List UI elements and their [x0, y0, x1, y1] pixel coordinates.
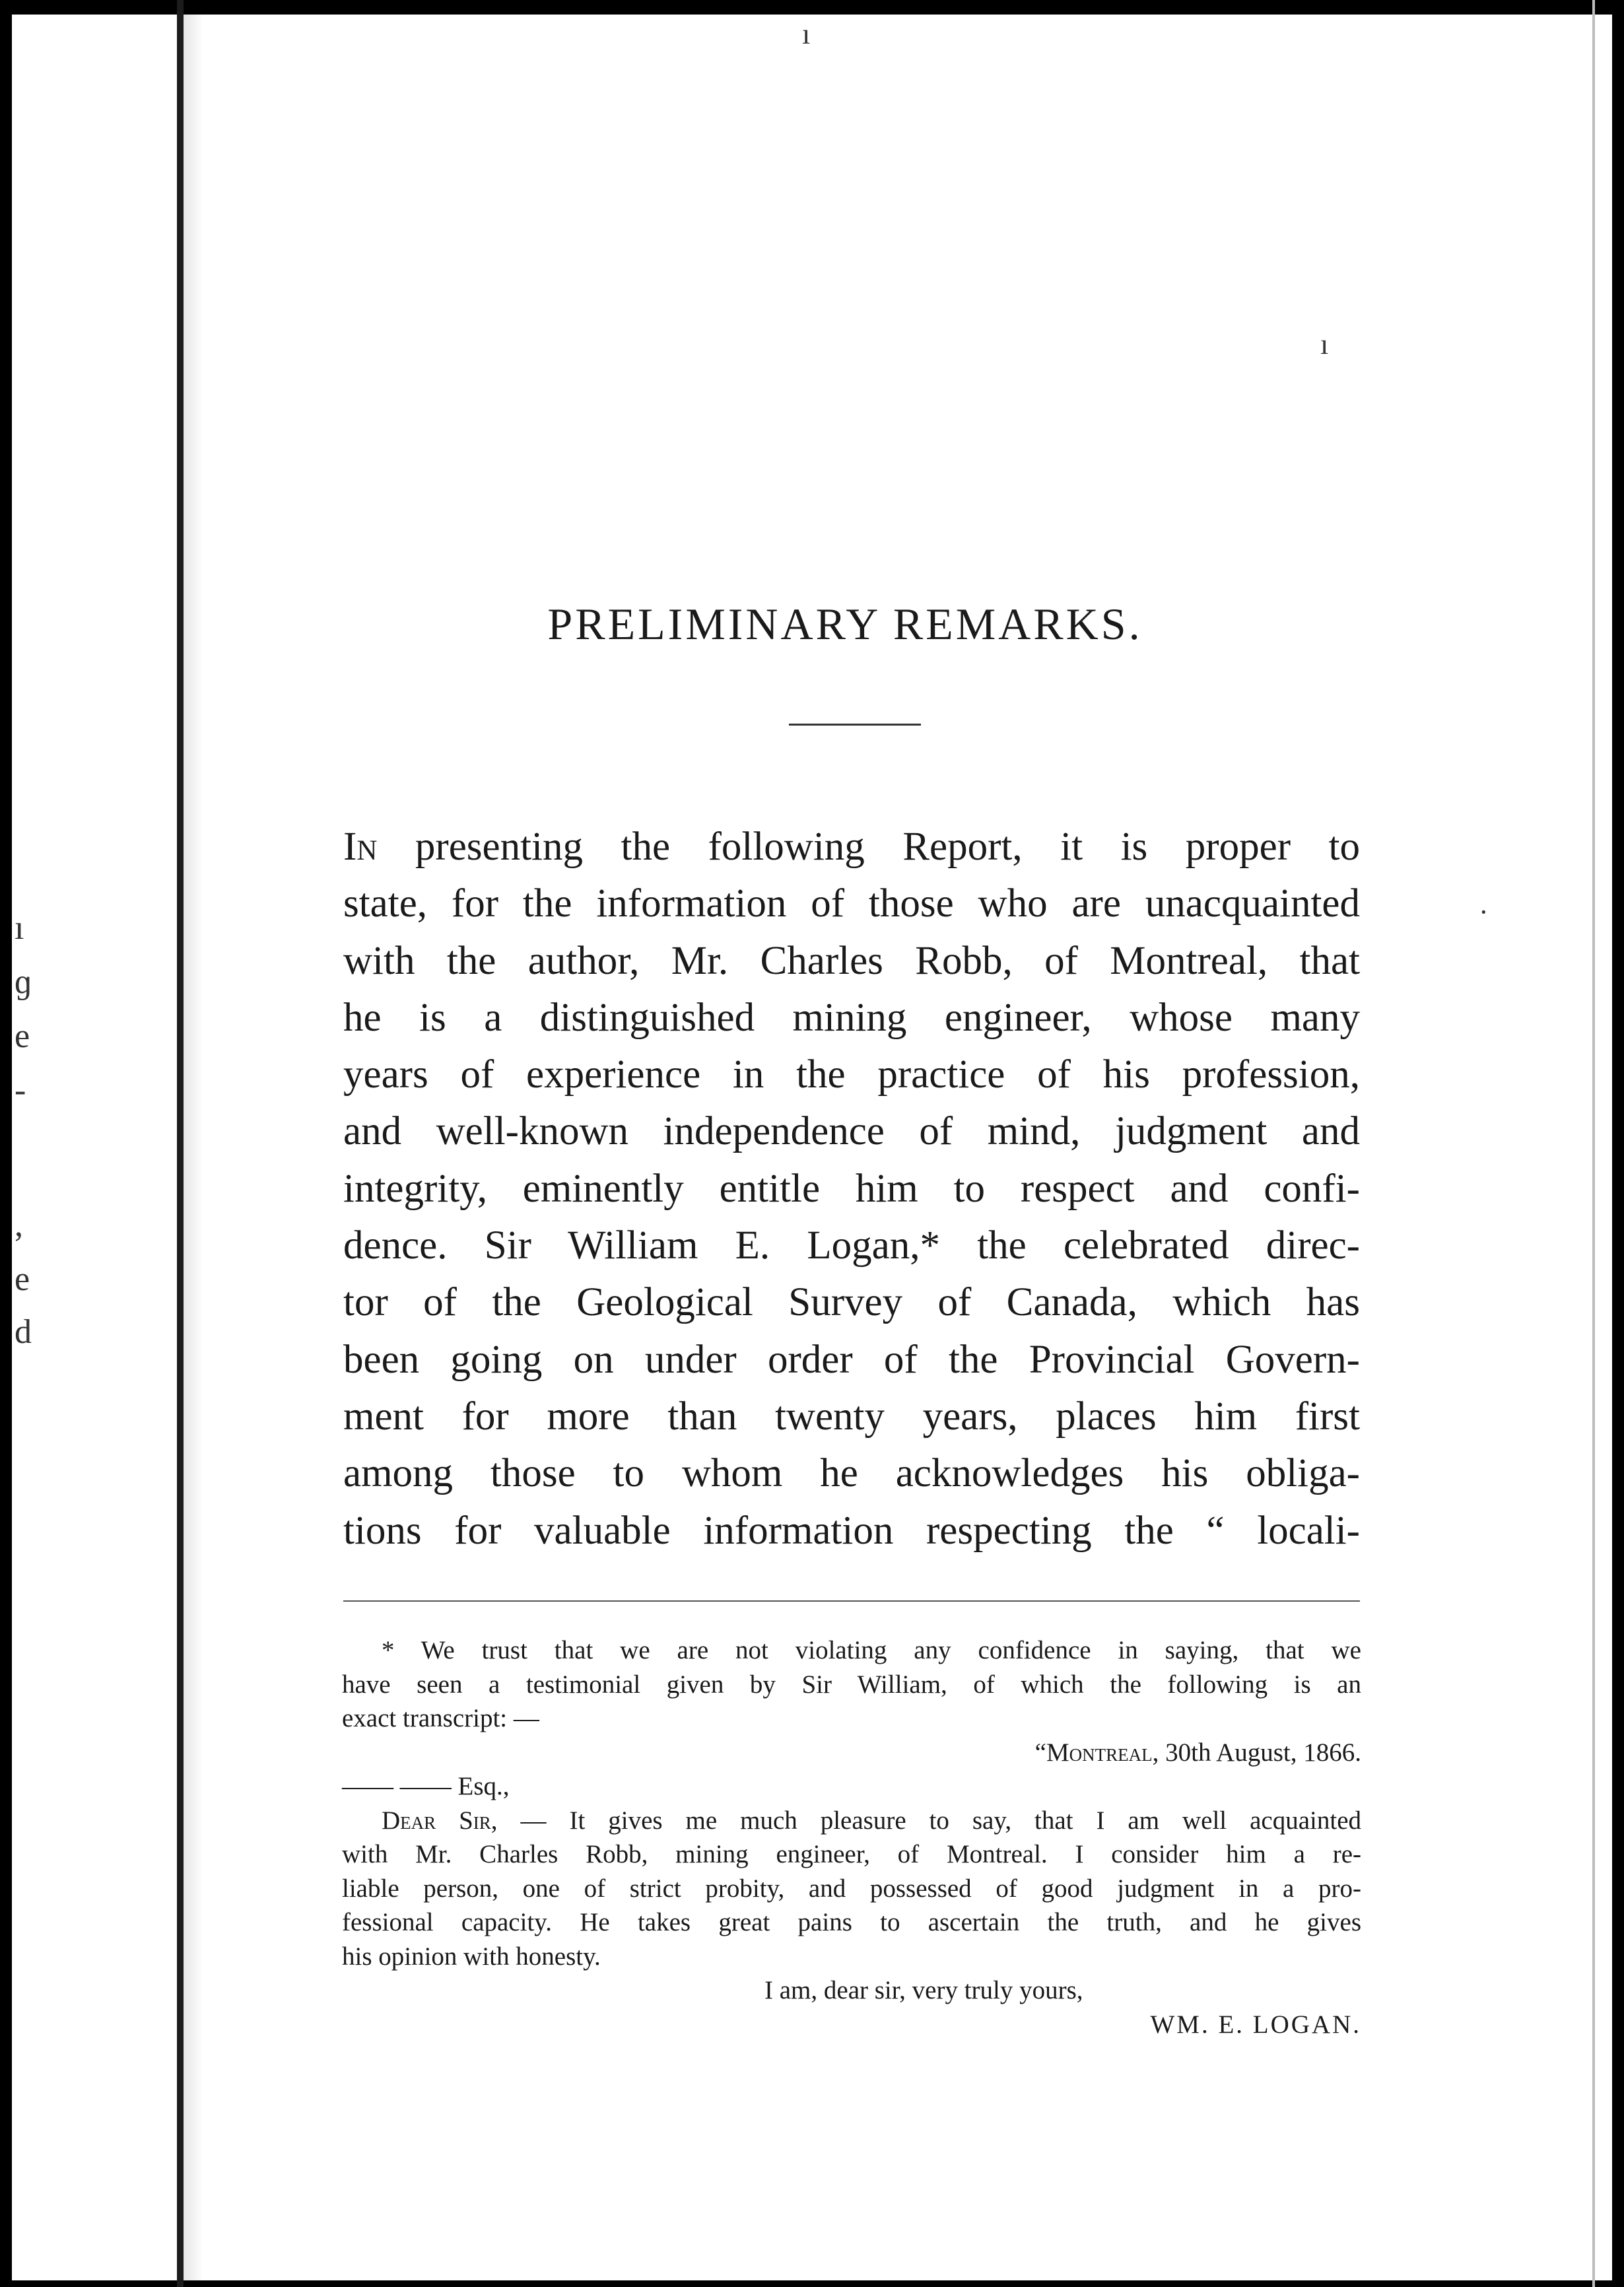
- letter-dateline: “Montreal, 30th August, 1866.: [1034, 1738, 1361, 1767]
- body-line: In presenting the following Report, it is proper to: [343, 825, 1360, 869]
- page-title: PRELIMINARY REMARKS.: [547, 598, 1143, 649]
- body-paragraph: [343, 819, 1360, 1559]
- footnote-line: * We trust that we are not violating any confidence in saying, that we: [382, 1636, 1361, 1664]
- margin-bleed-mark: ,: [15, 1206, 23, 1244]
- margin-bleed-mark: d: [15, 1313, 32, 1351]
- letter-line: fessional capacity. He takes great pains to ascertain the truth, and he gives: [342, 1908, 1361, 1936]
- margin-bleed-mark: ı: [15, 909, 24, 947]
- letter-addressee: —— —— Esq.,: [342, 1772, 510, 1800]
- body-line: integrity, eminently entitle him to respect and confi-: [343, 1166, 1360, 1211]
- body-line: tions for valuable information respecting the “ locali-: [343, 1508, 1360, 1553]
- margin-bleed-mark: e: [15, 1260, 30, 1298]
- body-line: he is a distinguished mining engineer, whose many: [343, 995, 1360, 1040]
- scan-edge-left: [0, 0, 12, 2287]
- footnote-line: have seen a testimonial given by Sir William, of which the following is an: [342, 1670, 1361, 1699]
- letter-line: liable person, one of strict probity, and possessed of good judgment in a pro-: [342, 1874, 1361, 1903]
- body-line: ment for more than twenty years, places him first: [343, 1394, 1360, 1439]
- margin-bleed-mark: ɡ: [15, 963, 32, 1001]
- scan-speck: ı: [802, 18, 811, 50]
- footnote-line: exact transcript: —: [342, 1704, 539, 1732]
- body-line: and well-known independence of mind, judgment and: [343, 1109, 1360, 1154]
- letter-closing: I am, dear sir, very truly yours,: [764, 1976, 1083, 2004]
- letter-line: with Mr. Charles Robb, mining engineer, of Montreal. I consider him a re-: [342, 1840, 1361, 1868]
- body-line: with the author, Mr. Charles Robb, of Montreal, that: [343, 938, 1360, 983]
- scan-edge-top: [0, 0, 1624, 15]
- letter-line: his opinion with honesty.: [342, 1942, 601, 1971]
- body-line: years of experience in the practice of his profession,: [343, 1052, 1360, 1097]
- scan-edge-bottom: [0, 2280, 1624, 2287]
- scan-speck: ı: [1320, 328, 1329, 360]
- gutter-shadow: [184, 0, 203, 2287]
- letter-line: Dear Sir, — It gives me much pleasure to say, that I am well acquainted: [382, 1806, 1362, 1835]
- scan-speck: ·: [1479, 896, 1489, 928]
- page-gutter: [177, 0, 184, 2287]
- letter-salutation: Dear Sir,: [382, 1806, 498, 1835]
- footnote: [342, 1633, 1361, 2041]
- body-line: tor of the Geological Survey of Canada, which has: [343, 1280, 1360, 1325]
- body-line: been going on under order of the Provincial Govern-: [343, 1337, 1360, 1382]
- footnote-rule: [343, 1600, 1360, 1602]
- margin-bleed-mark: e: [15, 1017, 30, 1055]
- margin-bleed-mark: -: [15, 1072, 26, 1109]
- letter-signature: WM. E. LOGAN.: [1150, 2010, 1361, 2039]
- page-edge-right: [1592, 0, 1595, 2287]
- drop-initial: In: [343, 825, 378, 869]
- scan-edge-right: [1612, 0, 1624, 2287]
- body-line: state, for the information of those who are unacquainted: [343, 881, 1360, 926]
- title-rule: [789, 724, 921, 726]
- body-line: among those to whom he acknowledges his obliga-: [343, 1451, 1360, 1496]
- body-line: dence. Sir William E. Logan,* the celebrated direc-: [343, 1223, 1360, 1268]
